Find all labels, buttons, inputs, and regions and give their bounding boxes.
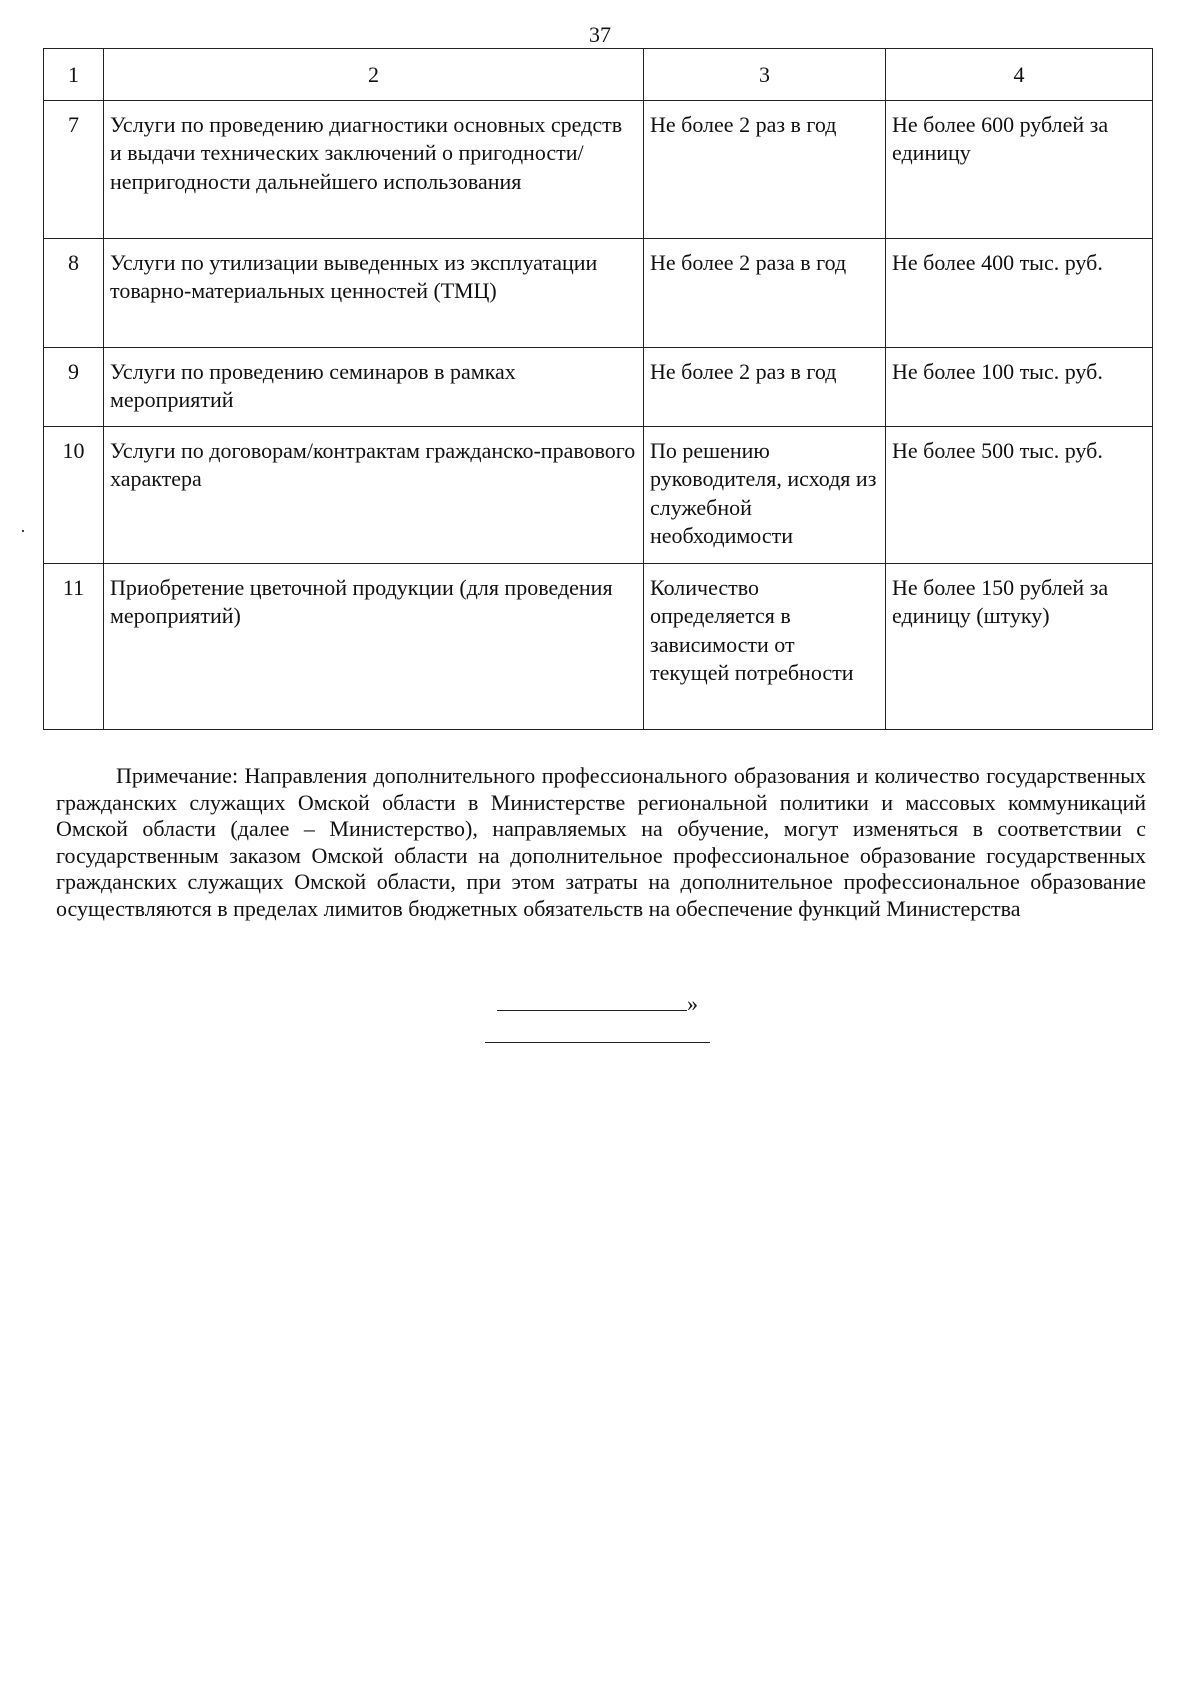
norms-table (43, 48, 1153, 730)
service-price: Не более 150 рублей за единицу (штуку) (886, 563, 1153, 729)
scan-speck (22, 530, 24, 532)
service-quantity: По решению руководителя, исходя из служебной необходимости (644, 426, 886, 563)
service-name: Услуги по договорам/контрактам гражданско-правового характера (104, 426, 644, 563)
column-header-4: 4 (886, 49, 1153, 101)
service-name: Приобретение цветочной продукции (для проведения мероприятий) (104, 563, 644, 729)
service-quantity: Количество определяется в зависимости от текущей потребности (644, 563, 886, 729)
service-price: Не более 100 тыс. руб. (886, 347, 1153, 426)
closing-mark (497, 990, 698, 1017)
row-number: 8 (44, 238, 104, 347)
row-number: 10 (44, 426, 104, 563)
note-paragraph: Примечание: Направления дополнительного профессионального образования и количество государственных гражданских служащих Омской области в Министерстве региональной политики и массовых коммуникаций Омской области (далее – Министерство), направляемых на обучение, могут изменяться в соответствии с государственным заказом Омской области на дополнительное профессиональное образование государственных гражданских служащих Омской области, при этом затраты на дополнительное профессиональное образование осуществляются в пределах лимитов бюджетных обязательств на обеспечение функций Министерства (56, 763, 1146, 921)
column-header-3: 3 (644, 49, 886, 101)
service-name: Услуги по утилизации выведенных из эксплуатации товарно-материальных ценностей (ТМЦ) (104, 238, 644, 347)
service-quantity: Не более 2 раза в год (644, 238, 886, 347)
service-price: Не более 400 тыс. руб. (886, 238, 1153, 347)
closing-underline (497, 990, 687, 1011)
page-number: 37 (589, 22, 611, 47)
table-row (44, 238, 1153, 347)
service-quantity: Не более 2 раз в год (644, 100, 886, 238)
service-quantity: Не более 2 раз в год (644, 347, 886, 426)
table-row (44, 426, 1153, 563)
column-header-2: 2 (104, 49, 644, 101)
end-separator-line (485, 1042, 710, 1043)
service-name: Услуги по проведению семинаров в рамках мероприятий (104, 347, 644, 426)
row-number: 9 (44, 347, 104, 426)
table-row (44, 100, 1153, 238)
table-row (44, 563, 1153, 729)
service-price: Не более 500 тыс. руб. (886, 426, 1153, 563)
closing-quote: » (687, 991, 698, 1016)
service-name: Услуги по проведению диагностики основных средств и выдачи технических заключений о пригодности/непригодности дальнейшего использования (104, 100, 644, 238)
service-price: Не более 600 рублей за единицу (886, 100, 1153, 238)
row-number: 7 (44, 100, 104, 238)
column-header-1: 1 (44, 49, 104, 101)
row-number: 11 (44, 563, 104, 729)
table-header-row (44, 49, 1153, 101)
table-row (44, 347, 1153, 426)
